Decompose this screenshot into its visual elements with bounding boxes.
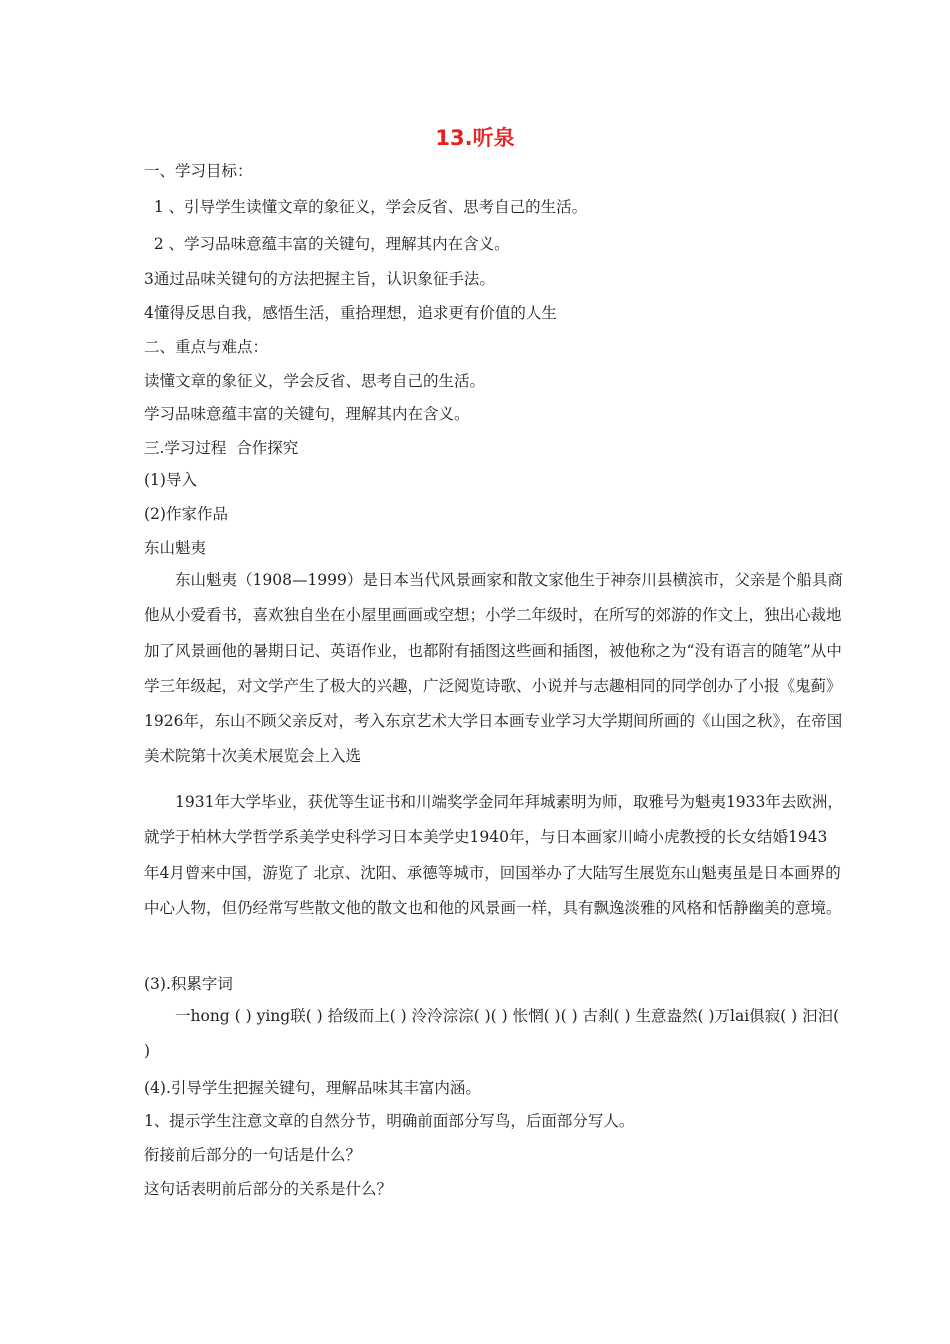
author-bio-paragraph-1	[144, 563, 844, 775]
goal-item-1: 1 、引导学生读懂文章的象征义，学会反省、思考自己的生活。	[144, 198, 588, 216]
step-author: (2)作家作品	[144, 505, 228, 523]
document-title: 13.听泉	[435, 126, 515, 150]
author-bio-paragraph-2	[144, 785, 844, 926]
step-intro: (1)导入	[144, 471, 197, 489]
section-heading-goals: 一、学习目标：	[144, 162, 253, 180]
section-heading-process: 三.学习过程 合作探究	[144, 439, 299, 457]
step-key-sentences: (4).引导学生把握关键句，理解品味其丰富内涵。	[144, 1079, 481, 1097]
vocab-paragraph	[144, 999, 844, 1070]
author-name: 东山魁夷	[144, 539, 207, 557]
goal-item-2: 2 、学习品味意蕴丰富的关键句，理解其内在含义。	[144, 235, 510, 253]
goal-item-4: 4懂得反思自我，感悟生活，重拾理想，追求更有价值的人生	[144, 304, 557, 322]
section-heading-key-points: 二、重点与难点：	[144, 338, 269, 356]
vocab-heading: (3).积累字词	[144, 975, 233, 993]
key-point-1: 读懂文章的象征义，学会反省、思考自己的生活。	[144, 372, 486, 390]
author-bio-text-2: 1931年大学毕业，获优等生证书和川端奖学金同年拜城素明为师，取雅号为魁夷1933年去欧洲，就学于柏林大学哲学系美学史科学习日本美学史1940年，与日本画家川崎小虎教授的长女结婚1943 年4月曾来中国，游览了 北京、沈阳、承德等城市，回国举办了大陆写生展览东山魁夷虽是日本画界的中心人物，但仍经常写些散文他的散文也和他的风景画一样，具有飘逸淡雅的风格和恬静幽美的意境。	[144, 793, 843, 917]
question-transition: 衔接前后部分的一句话是什么？	[144, 1146, 362, 1164]
goal-item-3: 3通过品味关键句的方法把握主旨，认识象征手法。	[144, 270, 495, 288]
author-bio-text-1: 东山魁夷（1908—1999）是日本当代风景画家和散文家他生于神奈川县横滨市，父亲是个船具商他从小爱看书，喜欢独自坐在小屋里画画或空想；小学二年级时，在所写的郊游的作文上，独出心裁地加了风景画他的暑期日记、英语作业，也都附有插图这些画和插图，被他称之为“没有语言的随笔”从中学三年级起，对文学产生了极大的兴趣，广泛阅览诗歌、小说并与志趣相同的同学创办了小报《鬼蓟》1926年，东山不顾父亲反对，考入东京艺术大学日本画专业学习大学期间所画的《山国之秋》，在帝国美术院第十次美术展览会上入选	[144, 571, 843, 766]
question-relation: 这句话表明前后部分的关系是什么？	[144, 1180, 393, 1198]
key-point-2: 学习品味意蕴丰富的关键句，理解其内在含义。	[144, 405, 470, 423]
hint-structure: 1、提示学生注意文章的自然分节，明确前面部分写鸟，后面部分写人。	[144, 1112, 635, 1130]
vocab-text: 一hong ( ) ying联( ) 拾级而上( ) 泠泠淙淙( )( ) 怅惘( )( ) 古刹( ) 生意盎然( )万lai俱寂( ) 汩汩( )	[144, 1007, 840, 1061]
